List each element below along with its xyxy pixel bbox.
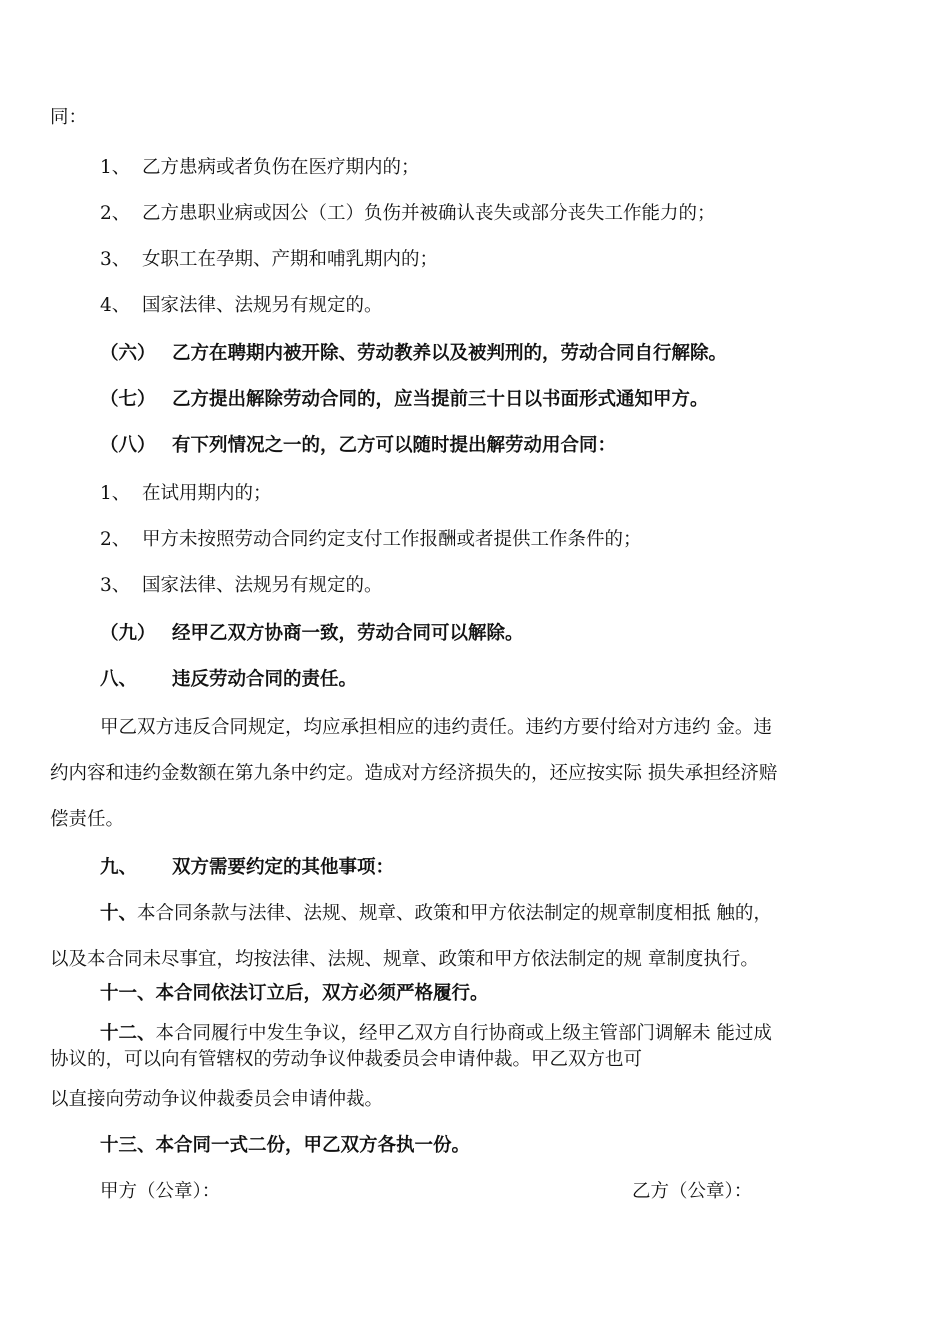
clause-number: （九）: [100, 623, 156, 644]
paragraph-line: 约内容和违约金数额在第九条中约定。造成对方经济损失的，还应按实际 损失承担经济赔: [50, 763, 778, 784]
list-item: [100, 248, 438, 272]
list-item-number: 3、: [100, 575, 131, 596]
clause-text: 经甲乙双方协商一致，劳动合同可以解除。: [172, 623, 524, 644]
list-item: [100, 528, 642, 552]
list-item-text: 国家法律、法规另有规定的。: [142, 575, 383, 596]
paragraph-line: 偿责任。: [50, 809, 125, 830]
clause-text: 乙方在聘期内被开除、劳动教养以及被判刑的，劳动合同自行解除。: [172, 343, 728, 364]
list-item-text: 女职工在孕期、产期和哺乳期内的；: [142, 249, 439, 270]
section-9-heading: [100, 856, 394, 880]
section-12-line: [100, 1022, 772, 1046]
clause-number: （六）: [100, 343, 156, 364]
list-item-text: 国家法律、法规另有规定的。: [142, 295, 383, 316]
section-title: 违反劳动合同的责任。: [172, 669, 358, 690]
section-number: 十二、: [100, 1023, 156, 1044]
section-number: 十、: [100, 903, 138, 924]
section-13: 十三、本合同一式二份，甲乙双方各执一份。: [100, 1135, 471, 1156]
list-item-number: 1、: [100, 483, 131, 504]
list-item-text: 乙方患职业病或因公（工）负伤并被确认丧失或部分丧失工作能力的；: [142, 203, 716, 224]
clause-8: [100, 434, 616, 458]
list-item-number: 2、: [100, 203, 131, 224]
clause-9: [100, 622, 524, 646]
section-10-line: [100, 902, 772, 926]
clause-6: [100, 342, 727, 366]
paragraph-line: 以直接向劳动争议仲裁委员会申请仲裁。: [50, 1089, 384, 1110]
list-item-number: 2、: [100, 529, 131, 550]
list-item-text: 甲方未按照劳动合同约定支付工作报酬或者提供工作条件的；: [142, 529, 642, 550]
paragraph-line: 甲乙双方违反合同规定，均应承担相应的违约责任。违约方要付给对方违约 金。违: [100, 717, 772, 738]
paragraph-line: 本合同条款与法律、法规、规章、政策和甲方依法制定的规章制度相抵 触的，: [137, 903, 772, 924]
section-number: 九、: [100, 857, 138, 878]
party-a-seal-label: 甲方（公章）：: [100, 1181, 221, 1202]
list-item: [100, 202, 716, 226]
list-item-text: 在试用期内的；: [142, 483, 272, 504]
section-number: 八、: [100, 669, 138, 690]
paragraph-line: 本合同履行中发生争议，经甲乙双方自行协商或上级主管部门调解未 能过成: [155, 1023, 772, 1044]
list-item-text: 乙方患病或者负伤在医疗期内的；: [142, 157, 420, 178]
list-item-number: 4、: [100, 295, 131, 316]
list-item-number: 1、: [100, 157, 131, 178]
list-item: [100, 574, 383, 598]
section-11: 十一、本合同依法订立后，双方必须严格履行。: [100, 983, 489, 1004]
party-b-seal-label: 乙方（公章）：: [632, 1181, 753, 1202]
paragraph-line: 以及本合同未尽事宜，均按法律、法规、规章、政策和甲方依法制定的规 章制度执行。: [50, 949, 759, 970]
clause-number: （八）: [100, 435, 156, 456]
paragraph-line: 协议的，可以向有管辖权的劳动争议仲裁委员会申请仲裁。甲乙双方也可: [50, 1049, 643, 1070]
list-item-number: 3、: [100, 249, 131, 270]
clause-7: [100, 388, 709, 412]
section-8-heading: [100, 668, 357, 692]
list-item: [100, 156, 420, 180]
clause-text: 有下列情况之一的，乙方可以随时提出解劳动用合同：: [172, 435, 617, 456]
section-title: 双方需要约定的其他事项：: [172, 857, 395, 878]
clause-number: （七）: [100, 389, 156, 410]
clause-text: 乙方提出解除劳动合同的，应当提前三十日以书面形式通知甲方。: [172, 389, 709, 410]
continuation-text: 同：: [50, 107, 88, 128]
list-item: [100, 482, 272, 506]
list-item: [100, 294, 383, 318]
